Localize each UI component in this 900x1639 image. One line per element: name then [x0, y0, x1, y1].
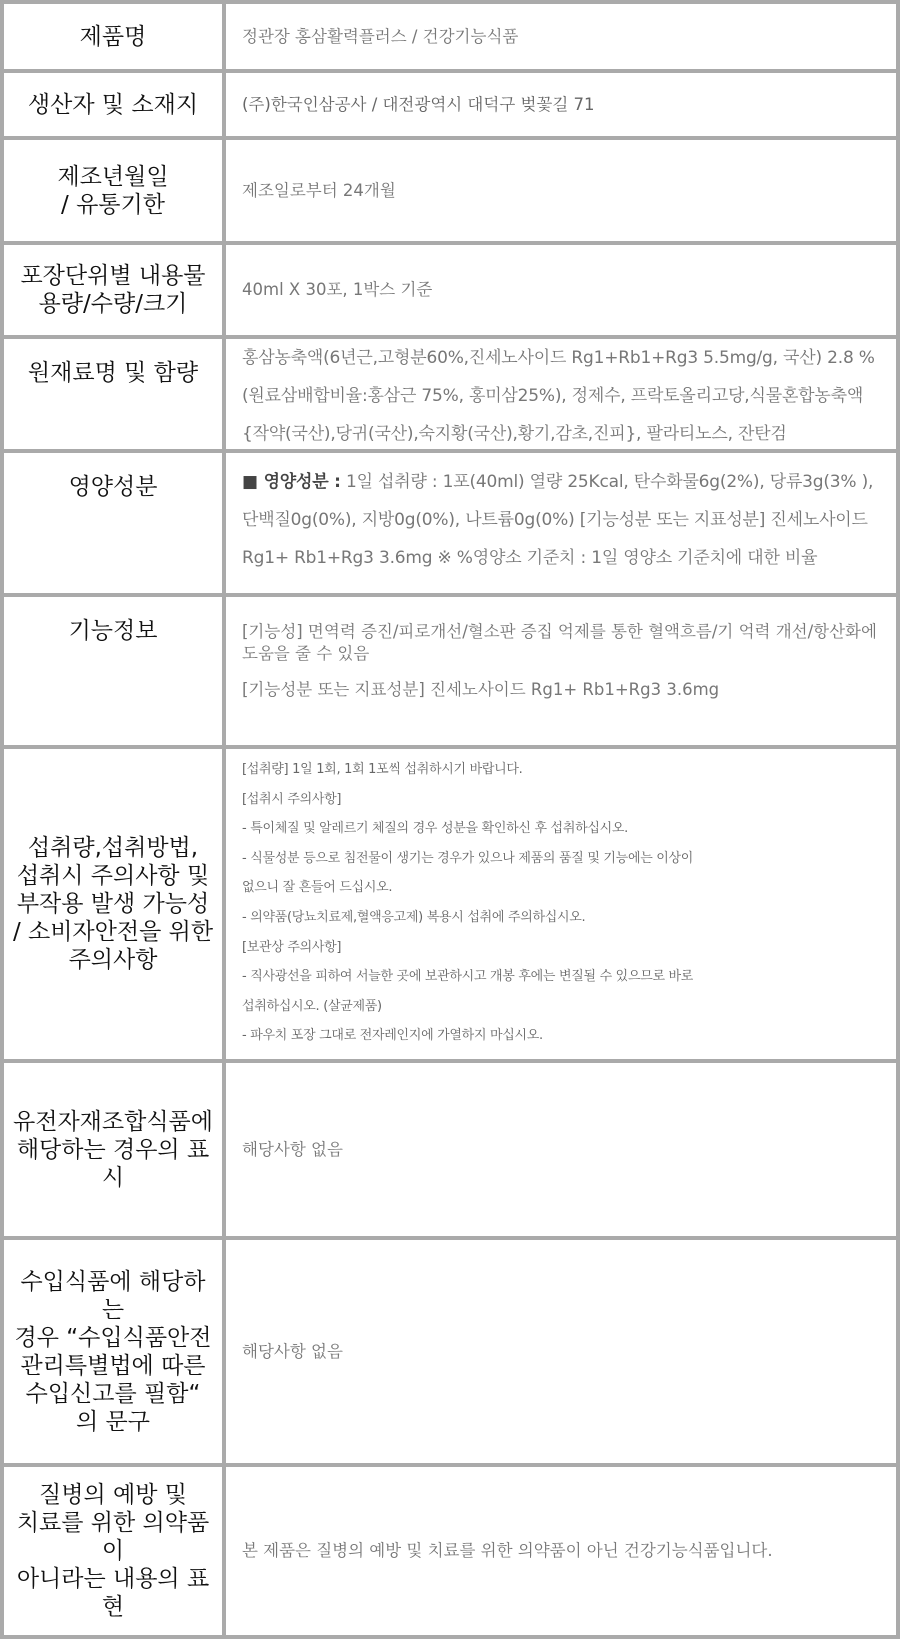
- nutrition-text: [242, 463, 882, 577]
- row-label-line: 의 문구: [76, 1408, 150, 1435]
- row-label-line: 섭취시 주의사항 및: [16, 863, 210, 889]
- row-label-line: 수입식품에 해당하는: [20, 1268, 206, 1323]
- row-label: [4, 1063, 226, 1236]
- row-value: 제조일로부터 24개월: [242, 180, 396, 200]
- row-value: [226, 749, 896, 1059]
- row-label: [4, 1240, 226, 1463]
- row-label-line: 주의사항: [68, 947, 158, 973]
- table-row-intake: [4, 745, 896, 1059]
- nutrition-lead: ■ 영양성분 :: [242, 472, 341, 492]
- nutrition-body: 1일 섭취량 : 1포(40ml) 열량 25Kcal, 탄수화물6g(2%), 당류3g(3% ), 단백질0g(0%), 지방0g(0%), 나트륨0g(0%) [기능성분 또는 지표성분] 진세노사이드 Rg1+ Rb1+Rg3 3.6mg ※ %영양소 기준치 : 1일 영양소 기준치에 대한 비율: [242, 472, 874, 568]
- intake-line: [보관상 주의사항]: [242, 939, 342, 955]
- row-value: 해당사항 없음: [242, 1341, 343, 1361]
- row-value: (주)한국인삼공사 / 대전광역시 대덕구 벚꽃길 71: [242, 94, 595, 114]
- intake-line: - 의약품(당뇨치료제,혈액응고제) 복용시 섭취에 주의하십시오.: [242, 909, 586, 925]
- intake-line: 섭취하십시오. (살균제품): [242, 998, 382, 1014]
- row-label: [4, 245, 226, 335]
- row-label-line: 경우 “수입식품안전: [14, 1324, 212, 1351]
- intake-line: - 식물성분 등으로 침전물이 생기는 경우가 있으나 제품의 품질 및 기능에는 이상이: [242, 850, 694, 866]
- row-label-line: / 소비자안전을 위한: [12, 919, 214, 945]
- intake-line: 없으니 잘 흔들어 드십시오.: [242, 880, 393, 896]
- row-value: [226, 453, 896, 593]
- row-label: 영양성분: [4, 453, 226, 593]
- row-label: 제품명: [4, 4, 226, 69]
- table-row-function-info: [4, 593, 896, 745]
- intake-line: [섭취시 주의사항]: [242, 791, 342, 807]
- row-label-line: 수입신고를 필함“: [25, 1380, 201, 1407]
- row-value: 본 제품은 질병의 예방 및 치료를 위한 의약품이 아닌 건강기능식품입니다.: [242, 1541, 773, 1560]
- intake-line: - 파우치 포장 그대로 전자레인지에 가열하지 마십시오.: [242, 1028, 543, 1044]
- row-value: [226, 597, 896, 745]
- spacer: [242, 665, 882, 679]
- row-label-line: 질병의 예방 및: [39, 1482, 187, 1508]
- row-label-line: 포장단위별 내용물: [20, 263, 206, 289]
- row-label-line: 섭취량,섭취방법,: [27, 835, 199, 861]
- row-label: 원재료명 및 함량: [4, 339, 226, 449]
- intake-line: - 직사광선을 피하여 서늘한 곳에 보관하시고 개봉 후에는 변질될 수 있으므로 바로: [242, 969, 694, 985]
- row-label-line: 해당하는 경우의 표시: [16, 1136, 210, 1191]
- intake-line: - 특이체질 및 알레르기 체질의 경우 성분을 확인하신 후 섭취하십시오.: [242, 821, 628, 837]
- row-label-line: 관리특별법에 따른: [20, 1352, 206, 1379]
- table-row-package-unit: [4, 241, 896, 335]
- function-line: [기능성] 면역력 증진/피로개선/혈소판 증집 억제를 통한 혈액흐름/기 억력 개선/항산화에 도움을 줄 수 있음: [242, 622, 877, 663]
- row-label-line: 용량/수량/크기: [38, 291, 188, 317]
- table-row-manufacturer: [4, 69, 896, 136]
- row-value: 40ml X 30포, 1박스 기준: [242, 280, 433, 299]
- function-line: [기능성분 또는 지표성분] 진세노사이드 Rg1+ Rb1+Rg3 3.6mg: [242, 680, 720, 699]
- row-label: [4, 1467, 226, 1635]
- table-row-gmo: [4, 1059, 896, 1236]
- intake-line: [섭취량] 1일 1회, 1회 1포씩 섭취하시기 바랍니다.: [242, 762, 523, 777]
- table-row-not-medicine: [4, 1463, 896, 1635]
- row-label: 생산자 및 소재지: [4, 73, 226, 136]
- row-label: [4, 749, 226, 1059]
- row-label-line: 제조년월일: [57, 163, 169, 190]
- row-label-line: 아니라는 내용의 표현: [16, 1566, 210, 1620]
- table-row-nutrition: [4, 449, 896, 593]
- row-label-line: 부작용 발생 가능성: [16, 891, 210, 917]
- table-row-expiry: [4, 136, 896, 241]
- row-label-line: 치료를 위한 의약품이: [16, 1510, 210, 1564]
- table-row-import: [4, 1236, 896, 1463]
- row-value: 해당사항 없음: [242, 1139, 343, 1159]
- table-row-product-name: [4, 4, 896, 69]
- row-value: 정관장 홍삼활력플러스 / 건강기능식품: [242, 26, 519, 46]
- table-row-ingredients: [4, 335, 896, 449]
- row-label-line: / 유통기한: [61, 191, 165, 218]
- row-value: 홍삼농축액(6년근,고형분60%,진세노사이드 Rg1+Rb1+Rg3 5.5mg/g, 국산) 2.8 % (원료삼배합비율:홍삼근 75%, 홍미삼25%), 정제수, 프락토올리고당,식물혼합농축액{작약(국산),당귀(국산),숙지황(국산),황기,감초,진피}, 팔라티노스, 잔탄검: [242, 348, 875, 444]
- row-label: 기능정보: [4, 597, 226, 745]
- row-label: [4, 140, 226, 241]
- row-label-line: 유전자재조합식품에: [13, 1108, 213, 1135]
